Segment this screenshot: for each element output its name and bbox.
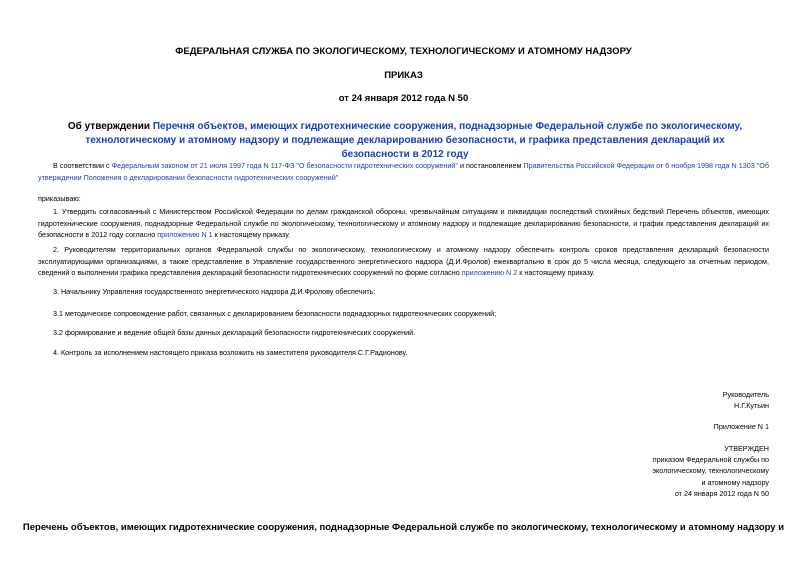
approval-block <box>652 443 769 499</box>
item-4: 4. Контроль за исполнением настоящего приказа возложить на заместителя руководителя С.Г.Радионову. <box>53 348 408 357</box>
approval-line-1: приказом Федеральной службы по <box>652 455 769 465</box>
appendix-1-link[interactable]: приложению N 1 <box>157 230 213 239</box>
federal-law-link[interactable]: Федеральным законом от 21 июля 1997 года N 117-ФЗ "О безопасности гидротехнических сооружений" <box>111 161 458 170</box>
approval-line-4: от 24 января 2012 года N 50 <box>674 488 769 498</box>
approval-line-2: экологическому, технологическому <box>652 466 769 476</box>
item-1-text: 1. Утвердить согласованный с Министерством Российской Федерации по делам гражданской обороны, чрезвычайным ситуациям и ликвидации последствий стихийных бедствий Перечень объектов, имеющих гидротехнические сооружения, поднадзорные Федеральной службе по экологическому, технологическому и атомному надзору и подлежащие декларированию безопасности, и график представления деклараций их безопасности в 2012 году согласно <box>38 207 769 239</box>
signature-block <box>723 389 769 411</box>
preamble-text-2: и постановлением <box>457 161 524 170</box>
item-1 <box>38 206 769 241</box>
appendix-label: Приложение N 1 <box>713 422 769 431</box>
item-2-text: 2. Руководителям территориальных органов Федеральной службы по экологическому, технологическому и атомному надзору обеспечить контроль сроков представления деклараций безопасности эксплуатирующими организациями, а также представление в Управление государственного энергетического надзора (Д.И.Фролов) ежеквартально в срок до 5 числа месяца, следующего за отчетным периодом, сведений о выполнении графика представления деклараций безопасности гидротехнических сооружений по форме согласно <box>38 245 769 277</box>
approved-label: УТВЕРЖДЕН <box>724 444 769 453</box>
preamble <box>38 160 769 183</box>
item-2 <box>38 244 769 279</box>
item-1-tail: к настоящему приказу. <box>212 230 291 239</box>
approval-line-3: и атомному надзору <box>701 477 769 487</box>
subject-link[interactable]: Перечня объектов, имеющих гидротехнические сооружения, поднадзорные Федеральной службе по экологическому, технологическому и атомному надзору и подлежащие декларированию безопасности, и графика представления деклараций их безопасности в 2012 году <box>85 121 743 160</box>
item-2-tail: к настоящему приказу. <box>517 268 595 277</box>
item-3-2: 3.2 формирование и ведение общей базы данных деклараций безопасности гидротехнических сооружений. <box>53 328 416 337</box>
doc-subject <box>55 120 755 162</box>
item-3: 3. Начальнику Управления государственного энергетического надзора Д.И.Фролову обеспечить: <box>53 287 376 296</box>
government-decree-link[interactable]: Правительства Российской Федерации от 6 ноября 1998 года N 1303 "Об утверждении Положения о декларировании безопасности гидротехнических сооружений" <box>38 161 769 182</box>
item-3-1: 3.1 методическое сопровождение работ, связанных с декларированием безопасности поднадзорных гидротехнических сооружений; <box>53 309 497 318</box>
doc-type: ПРИКАЗ <box>384 70 423 81</box>
doc-date: от 24 января 2012 года N 50 <box>338 93 469 104</box>
preamble-text-1: В соответствии с <box>53 161 112 170</box>
signature-name: Н.Г.Кутьин <box>734 401 769 411</box>
order-word: приказываю: <box>38 194 81 203</box>
signature-role: Руководитель <box>722 390 769 399</box>
appendix-title: Перечень объектов, имеющих гидротехнические сооружения, поднадзорные Федеральной службе по экологическому, технологическому и атомному надзору и <box>22 522 785 533</box>
appendix-2-link[interactable]: приложению N 2 <box>461 268 518 277</box>
subject-prefix: Об утверждении <box>67 121 153 132</box>
agency-title: ФЕДЕРАЛЬНАЯ СЛУЖБА ПО ЭКОЛОГИЧЕСКОМУ, ТЕХНОЛОГИЧЕСКОМУ И АТОМНОМУ НАДЗОРУ <box>175 46 632 57</box>
